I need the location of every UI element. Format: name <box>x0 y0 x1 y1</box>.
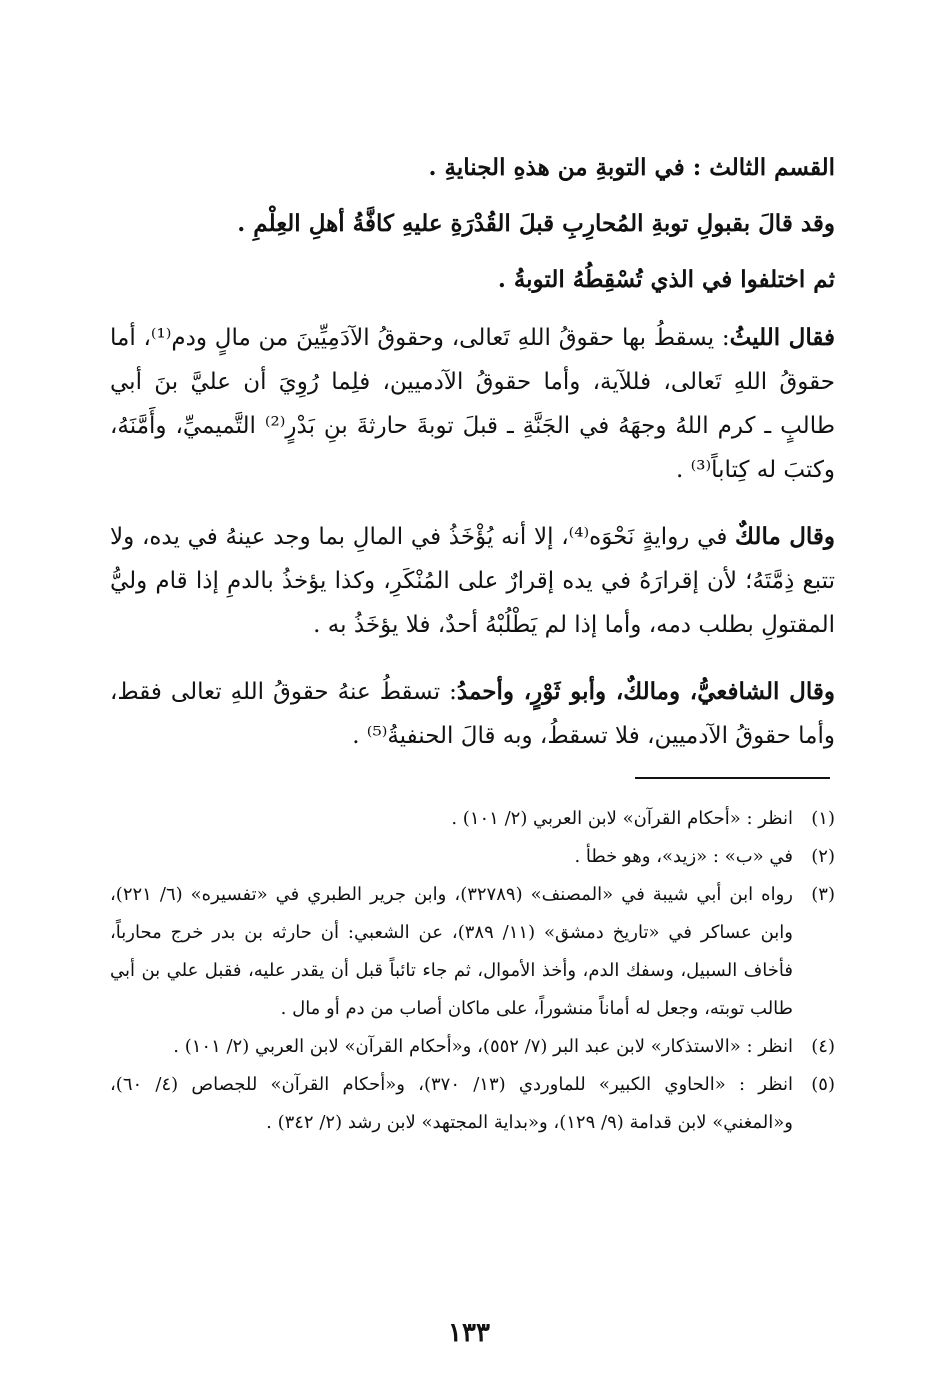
footnote-text: في «ب» : «زيد»، وهو خطأ . <box>574 846 793 867</box>
footnote <box>110 838 835 876</box>
footnote <box>110 876 835 1028</box>
paragraph-text: : يسقطُ بها حقوقُ اللهِ تَعالى، وحقوقُ الآدَمِيِّينَ من مالٍ ودم⁽¹⁾، أما حقوقُ اللهِ تَعالى، فللآية، وأما حقوقُ الآدميين، فلِما رُوِيَ أن عليَّ بنَ أبي طالبٍ ـ كرم اللهُ وجهَهُ في الجَنَّةِ ـ قبلَ توبةَ حارثةَ بنِ بَدْرٍ⁽²⁾ التَّميميِّ، وأَمَّنَهُ، وكتبَ له كِتاباً⁽³⁾ . <box>110 325 836 483</box>
paragraph-laith <box>110 316 835 492</box>
page-number: ١٣٣ <box>448 1318 490 1348</box>
statement-line-2: ثم اختلفوا في الذي تُسْقِطُهُ التوبةُ . <box>497 266 835 293</box>
footnote-number: (١) <box>811 808 835 829</box>
footnote <box>110 800 835 838</box>
footnote <box>110 1066 835 1142</box>
footnote-text: انظر : «الاستذكار» لابن عبد البر (٧/ ٥٥٢)، و«أحكام القرآن» لابن العربي (٢/ ١٠١) . <box>173 1036 793 1057</box>
footnote-text: انظر : «الحاوي الكبير» للماوردي (١٣/ ٣٧٠)، و«أحكام القرآن» للجصاص (٤/ ٦٠)، و«المغني» لابن قدامة (٩/ ١٢٩)، و«بداية المجتهد» لابن رشد (٢/ ٣٤٢) . <box>110 1074 793 1133</box>
footnote <box>110 1028 835 1066</box>
footnote-text: رواه ابن أبي شيبة في «المصنف» (٣٢٧٨٩)، وابن جرير الطبري في «تفسيره» (٦/ ٢٢١)، وابن عساكر في «تاريخ دمشق» (١١/ ٣٨٩)، عن الشعبي: أن حارثه بن بدر خرج محارباً، فأخاف السبيل، وسفك الدم، وأخذ الأموال، ثم جاء تائباً قبل أن يقدر عليه، فقبل علي بن أبي طالب توبته، وجعل له أماناً منشوراً، على ماكان أصاب من دم أو مال . <box>110 884 793 1019</box>
main-text <box>110 140 835 781</box>
footnote-number: (٣) <box>811 884 835 905</box>
paragraph-lead: فقال الليثُ <box>729 324 835 351</box>
section-heading: القسم الثالث : في التوبةِ من هذهِ الجنايةِ . <box>428 154 835 181</box>
footnote-text: انظر : «أحكام القرآن» لابن العربي (٢/ ١٠١) . <box>451 808 793 829</box>
paragraph-text: في روايةٍ نَحْوَه⁽⁴⁾، إلا أنه يُؤْخَذُ في المالِ بما وجد عينهُ في يده، ولا تتبع ذِمَّتَهُ؛ لأن إقرارَهُ في يده إقرارٌ على المُنْكَرِ، وكذا يؤخذُ بالدمِ إذا قام وليُّ المقتولِ بطلب دمه، وأما إذا لم يَطْلُبْهُ أحدٌ، فلا يؤخَذُ به . <box>110 524 835 638</box>
footnote-number: (٥) <box>811 1074 835 1095</box>
statement-line: وقد قالَ بقبولِ توبةِ المُحارِبِ قبلَ القُدْرَةِ عليهِ كافَّةُ أهلِ العِلْمِ . <box>237 210 835 237</box>
footnote-number: (٤) <box>811 1036 835 1057</box>
footnote-number: (٢) <box>811 846 835 867</box>
paragraph-text: : تسقطُ عنهُ حقوقُ اللهِ تعالى فقط، وأما حقوقُ الآدميين، فلا تسقطُ، وبه قالَ الحنفيةُ⁽⁵⁾ . <box>110 679 835 749</box>
footnote-separator <box>635 777 830 779</box>
paragraph-shafii <box>110 670 835 758</box>
paragraph-malik <box>110 515 835 647</box>
paragraph-lead: وقال مالكٌ <box>735 523 836 550</box>
paragraph-lead: وقال الشافعيُّ، ومالكٌ، وأبو ثَوْرٍ، وأحمدُ <box>456 678 835 705</box>
footnotes <box>110 800 835 1142</box>
